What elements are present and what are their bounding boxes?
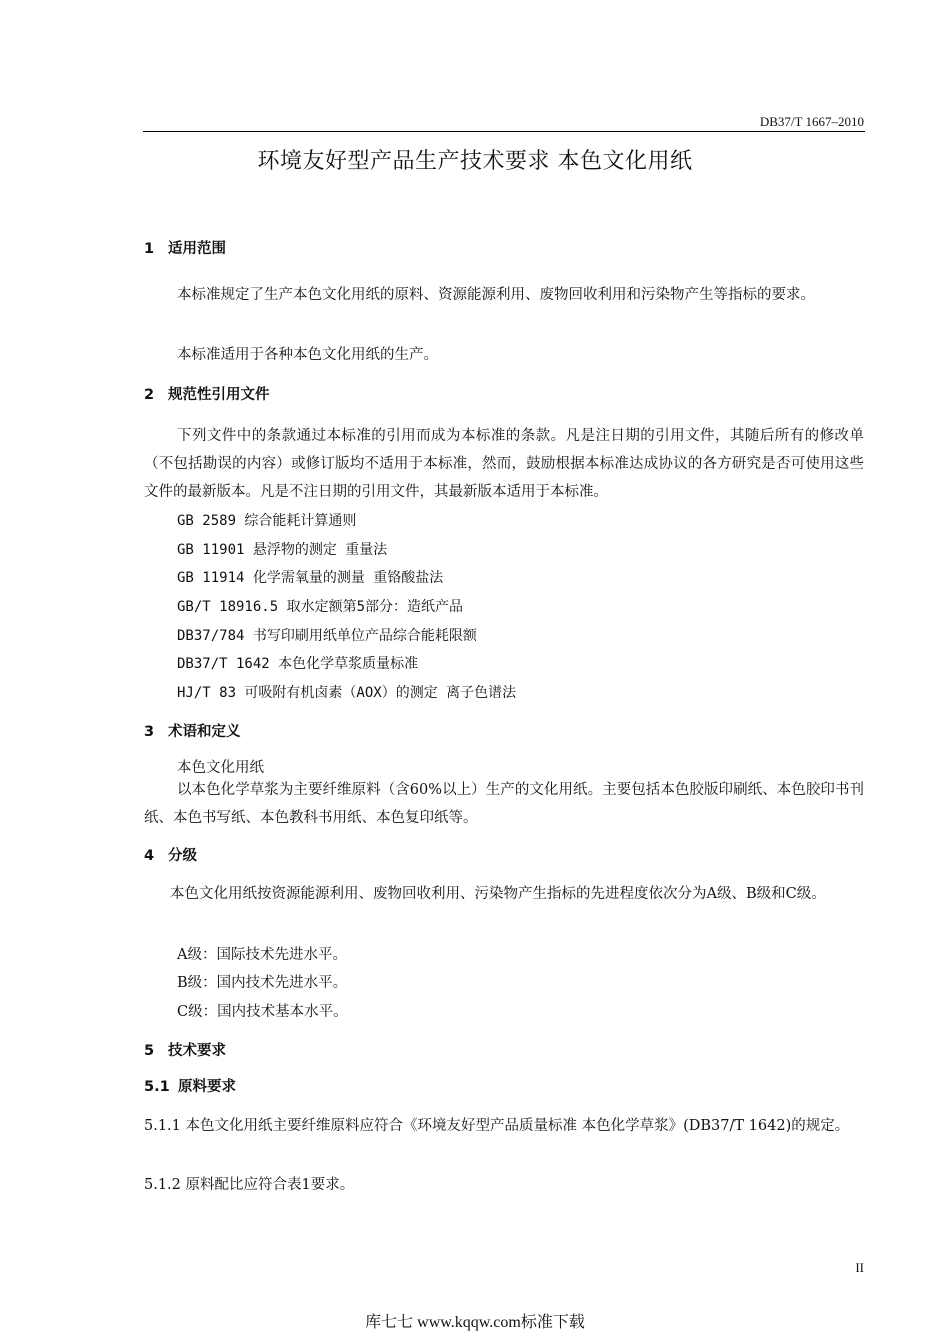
section-2-heading [144,383,270,404]
reference-item: GB 11914 化学需氧量的测量 重铬酸盐法 [177,570,444,586]
section-2-paragraph-1: 下列文件中的条款通过本标准的引用而成为本标准的条款。凡是注日期的引用文件，其随后所有的修改单（不包括勘误的内容）或修订版均不适用于本标准，然而，鼓励根据本标准达成协议的各方研究是否可使用这些文件的最新版本。凡是不注日期的引用文件，其最新版本适用于本标准。 [144,428,864,500]
section-number: 5 [144,1043,155,1059]
subsection-title: 原料要求 [178,1079,236,1095]
section-1-paragraph-1: 本标准规定了生产本色文化用纸的原料、资源能源利用、废物回收利用和污染物产生等指标的要求。 [177,287,815,303]
document-code: DB37/T 1667–2010 [759,114,864,129]
header-rule [143,131,865,132]
section-title: 适用范围 [168,241,226,257]
document-title: 环境友好型产品生产技术要求 本色文化用纸 [257,149,693,174]
grade-c: C级：国内技术基本水平。 [177,1004,348,1020]
reference-item: GB 2589 综合能耗计算通则 [177,513,357,529]
section-5-heading [144,1039,226,1060]
reference-item: DB37/784 书写印刷用纸单位产品综合能耗限额 [177,628,477,644]
term-name: 本色文化用纸 [177,760,264,776]
clause-5-1-2: 5.1.2 原料配比应符合表1要求。 [144,1177,355,1193]
section-number: 2 [144,387,155,403]
section-1-paragraph-2: 本标准适用于各种本色文化用纸的生产。 [177,347,438,363]
section-4-paragraph-1: 本色文化用纸按资源能源利用、废物回收利用、污染物产生指标的先进程度依次分为A级、B级和C级。 [170,886,826,902]
reference-item: DB37/T 1642 本色化学草浆质量标准 [177,656,419,672]
term-definition: 以本色化学草浆为主要纤维原料（含60%以上）生产的文化用纸。主要包括本色胶版印刷纸、本色胶印书刊纸、本色书写纸、本色教科书用纸、本色复印纸等。 [144,782,864,826]
section-4-heading [144,844,197,865]
grade-b: B级：国内技术先进水平。 [177,975,348,991]
section-1-heading [144,237,226,258]
reference-item: GB 11901 悬浮物的测定 重量法 [177,542,388,558]
section-title: 技术要求 [168,1043,226,1059]
subsection-5-1-heading [144,1075,236,1096]
page-number: II [855,1260,864,1275]
reference-item: HJ/T 83 可吸附有机卤素（AOX）的测定 离子色谱法 [177,685,517,701]
clause-5-1-1: 5.1.1 本色文化用纸主要纤维原料应符合《环境友好型产品质量标准 本色化学草浆》(DB37/T 1642)的规定。 [144,1118,850,1134]
subsection-number: 5.1 [144,1079,170,1095]
section-3-heading [144,720,241,741]
reference-item: GB/T 18916.5 取水定额第5部分：造纸产品 [177,599,464,615]
section-number: 1 [144,241,155,257]
section-title: 规范性引用文件 [168,387,270,403]
section-number: 4 [144,848,155,864]
section-number: 3 [144,724,155,740]
footer-watermark: 库七七 www.kqqw.com标准下载 [365,1314,585,1331]
grade-a: A级：国际技术先进水平。 [177,947,347,963]
section-title: 术语和定义 [168,724,241,740]
section-title: 分级 [168,848,197,864]
